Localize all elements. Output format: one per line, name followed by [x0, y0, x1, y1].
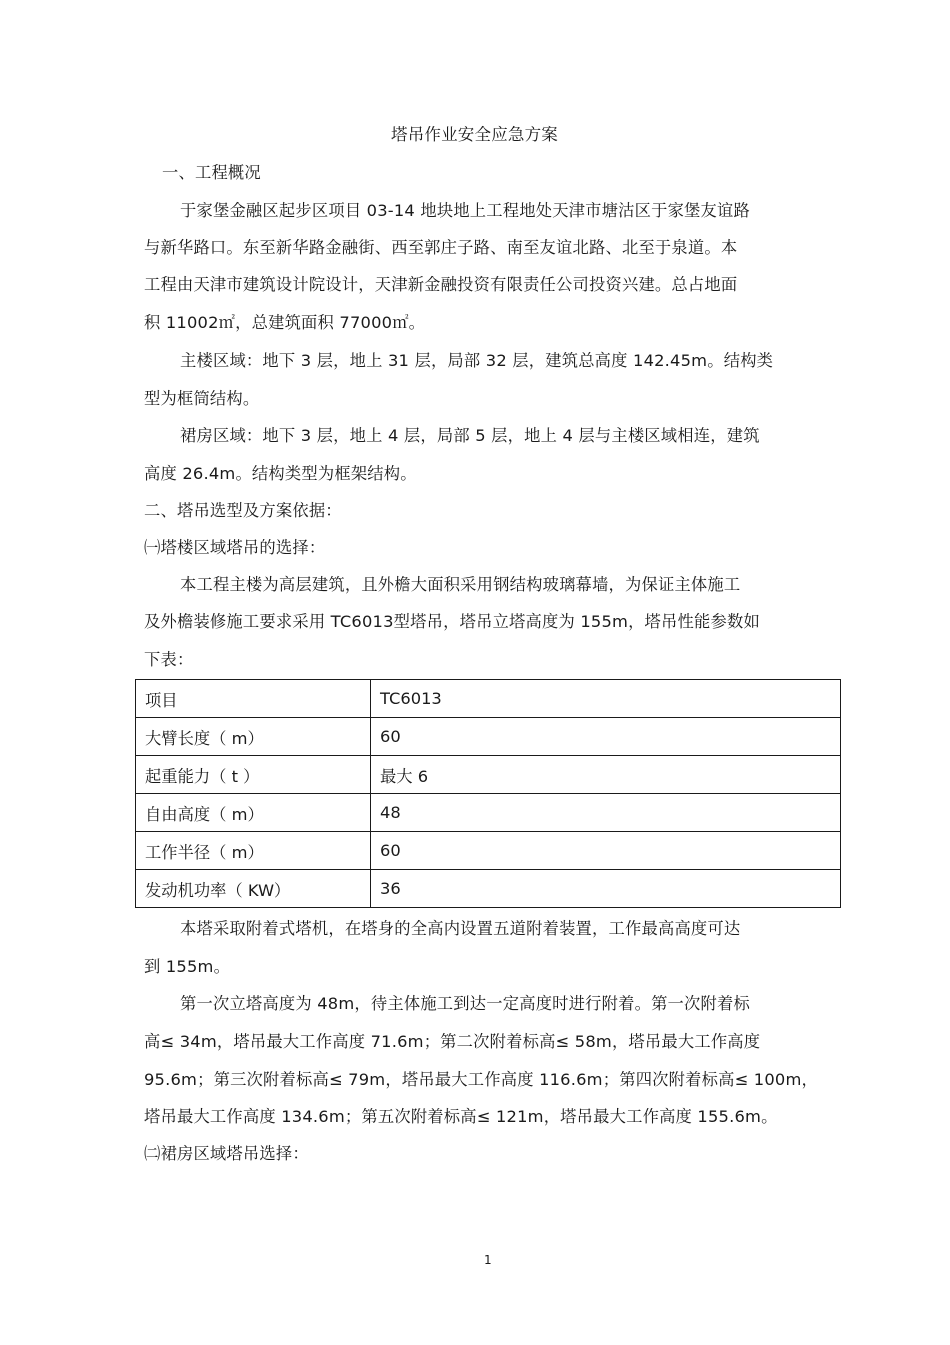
paragraph-line: 裙房区域：地下 3 层，地上 4 层，局部 5 层，地上 4 层与主楼区域相连，建筑 [180, 426, 760, 445]
table-cell-value: 60 [371, 718, 841, 756]
paragraph-line: 工程由天津市建筑设计院设计，天津新金融投资有限责任公司投资兴建。总占地面 [144, 275, 738, 294]
paragraph-line: 型为框筒结构。 [144, 389, 260, 408]
table-cell-label: 自由高度（ m） [136, 794, 371, 832]
paragraph-line: 到 155m。 [144, 957, 231, 976]
paragraph-line: 主楼区域：地下 3 层，地上 31 层，局部 32 层，建筑总高度 142.45m。结构类 [180, 351, 774, 370]
table-row [136, 718, 841, 756]
paragraph-line: 本塔采取附着式塔机，在塔身的全高内设置五道附着装置，工作最高高度可达 [180, 919, 741, 938]
section-heading-2: 二、塔吊选型及方案依据： [144, 501, 342, 520]
paragraph-line: 高≤ 34m，塔吊最大工作高度 71.6m；第二次附着标高≤ 58m，塔吊最大工作高度 [144, 1032, 761, 1051]
table-cell-label: 发动机功率（ KW） [136, 870, 371, 908]
subsection-heading-1: ㈠塔楼区域塔吊的选择： [144, 538, 326, 557]
table-cell-value: TC6013 [371, 680, 841, 718]
subsection-heading-2: ㈡裙房区域塔吊选择： [144, 1144, 309, 1163]
crane-spec-table [135, 679, 841, 908]
paragraph-line: 积 11002㎡，总建筑面积 77000㎡。 [144, 313, 426, 332]
table-cell-label: 起重能力（ t ） [136, 756, 371, 794]
table-cell-label: 大臂长度（ m） [136, 718, 371, 756]
table-row [136, 756, 841, 794]
table-row [136, 680, 841, 718]
table-row [136, 832, 841, 870]
paragraph-line: 塔吊最大工作高度 134.6m；第五次附着标高≤ 121m，塔吊最大工作高度 155.6m。 [144, 1107, 778, 1126]
paragraph-line: 本工程主楼为高层建筑，且外檐大面积采用钢结构玻璃幕墙，为保证主体施工 [180, 575, 741, 594]
paragraph-line: 第一次立塔高度为 48m，待主体施工到达一定高度时进行附着。第一次附着标 [180, 994, 750, 1013]
table-cell-value: 48 [371, 794, 841, 832]
document-title: 塔吊作业安全应急方案 [391, 125, 558, 144]
page-number: 1 [484, 1253, 492, 1267]
paragraph-line: 于家堡金融区起步区项目 03-14 地块地上工程地处天津市塘沽区于家堡友谊路 [180, 201, 750, 220]
table-cell-label: 工作半径（ m） [136, 832, 371, 870]
table-cell-value: 36 [371, 870, 841, 908]
paragraph-line: 及外檐装修施工要求采用 TC6013型塔吊，塔吊立塔高度为 155m，塔吊性能参数如 [144, 612, 760, 631]
paragraph-line: 下表： [144, 650, 194, 669]
table-row [136, 870, 841, 908]
table-row [136, 794, 841, 832]
section-heading-1: 一、工程概况 [162, 163, 261, 182]
table-cell-value: 60 [371, 832, 841, 870]
paragraph-line: 高度 26.4m。结构类型为框架结构。 [144, 464, 417, 483]
paragraph-line: 95.6m；第三次附着标高≤ 79m，塔吊最大工作高度 116.6m；第四次附着标高≤ 100m， [144, 1070, 819, 1089]
table-cell-value: 最大 6 [371, 756, 841, 794]
paragraph-line: 与新华路口。东至新华路金融街、西至郭庄子路、南至友谊北路、北至于泉道。本 [144, 238, 738, 257]
table-cell-label: 项目 [136, 680, 371, 718]
